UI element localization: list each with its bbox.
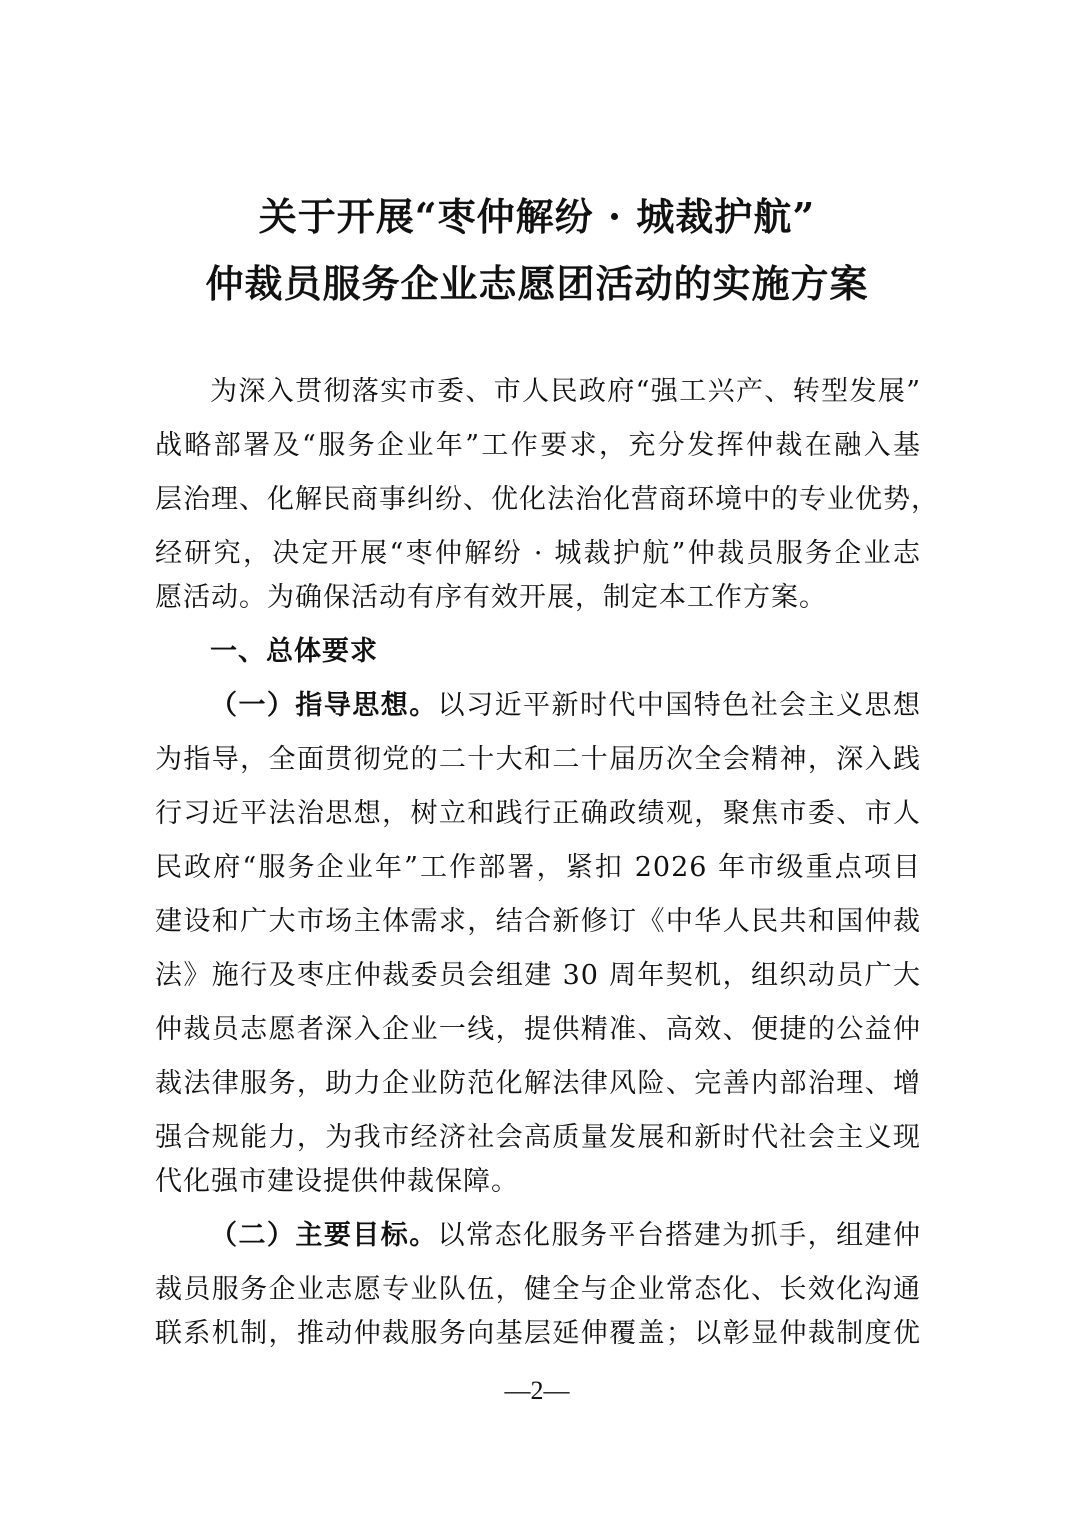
page-number: —2— <box>504 1376 570 1405</box>
subsection-1-line: 建设和广大市场主体需求，结合新修订《中华人民共和国仲裁 <box>155 906 921 937</box>
subsection-1-line: 行习近平法治思想，树立和践行正确政绩观，聚焦市委、市人 <box>155 798 921 829</box>
intro-line: 层治理、化解民商事纠纷、优化法治化营商环境中的专业优势， <box>155 484 939 515</box>
subsection-2-lead: （二）主要目标。 <box>210 1220 438 1251</box>
subsection-1-lead: （一）指导思想。 <box>210 690 438 721</box>
subsection-1-line: 法》施行及枣庄仲裁委员会组建 30 周年契机，组织动员广大 <box>155 960 921 991</box>
section-heading: 一、总体要求 <box>210 636 378 667</box>
subsection-1-first-line <box>210 692 921 719</box>
subsection-2-line: 联系机制，推动仲裁服务向基层延伸覆盖；以彰显仲裁制度优 <box>155 1318 921 1349</box>
subsection-2-first-line-rest: 以常态化服务平台搭建为抓手，组建仲 <box>437 1220 922 1251</box>
intro-line: 战略部署及“服务企业年”工作要求，充分发挥仲裁在融入基 <box>155 430 921 461</box>
intro-line: 为深入贯彻落实市委、市人民政府“强工兴产、转型发展” <box>210 376 921 407</box>
subsection-1-first-line-rest: 以习近平新时代中国特色社会主义思想 <box>437 690 922 721</box>
document-title-line-1: 关于开展“枣仲解纷 · 城裁护航” <box>258 194 816 239</box>
subsection-1-line: 为指导，全面贯彻党的二十大和二十届历次全会精神，深入践 <box>155 744 921 775</box>
subsection-1-line: 裁法律服务，助力企业防范化解法律风险、完善内部治理、增 <box>155 1068 921 1099</box>
subsection-1-line: 代化强市建设提供仲裁保障。 <box>155 1166 519 1197</box>
subsection-2-first-line <box>210 1222 921 1249</box>
intro-line: 经研究，决定开展“枣仲解纷 · 城裁护航”仲裁员服务企业志 <box>155 538 921 569</box>
subsection-1-line: 强合规能力，为我市经济社会高质量发展和新时代社会主义现 <box>155 1122 921 1153</box>
subsection-1-line: 民政府“服务企业年”工作部署，紧扣 2026 年市级重点项目 <box>155 852 921 883</box>
intro-line: 愿活动。为确保活动有序有效开展，制定本工作方案。 <box>155 582 827 613</box>
document-title-line-2: 仲裁员服务企业志愿团活动的实施方案 <box>205 261 869 306</box>
subsection-1-line: 仲裁员志愿者深入企业一线，提供精准、高效、便捷的公益仲 <box>155 1014 921 1045</box>
subsection-2-line: 裁员服务企业志愿专业队伍，健全与企业常态化、长效化沟通 <box>155 1274 921 1305</box>
